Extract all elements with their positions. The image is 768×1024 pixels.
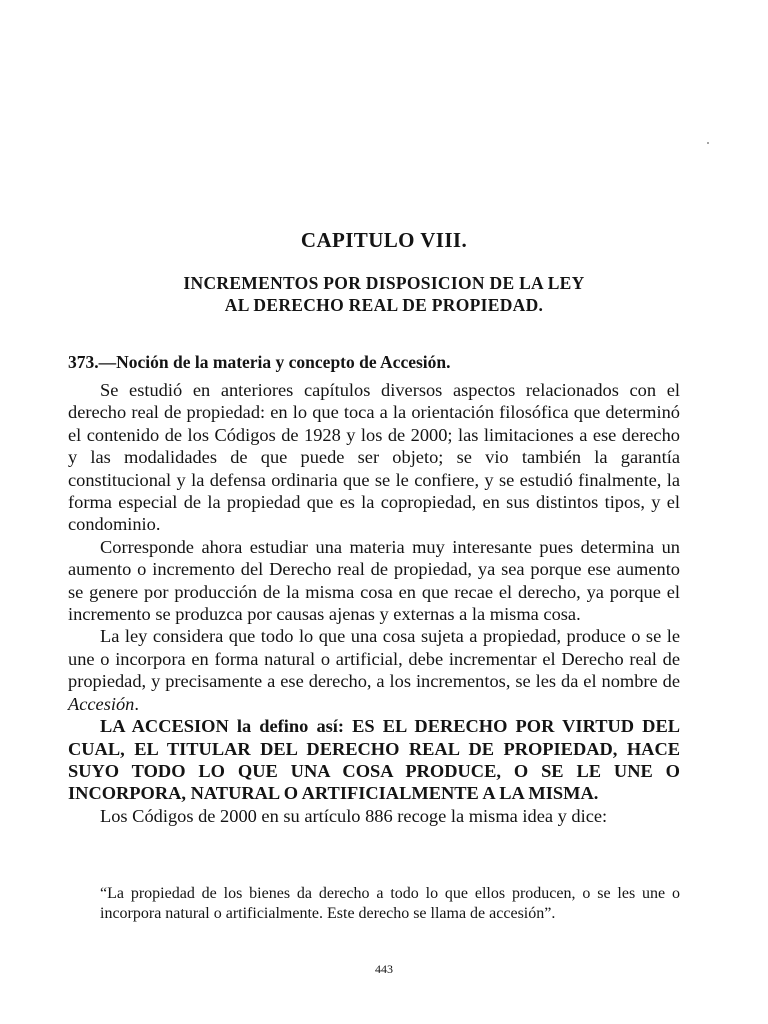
- subtitle-line-1: INCREMENTOS POR DISPOSICION DE LA LEY: [183, 273, 585, 293]
- scan-speck: [707, 142, 709, 144]
- page-number: 443: [375, 962, 393, 976]
- article-quote: [100, 884, 680, 924]
- section-heading: 373.—Noción de la materia y concepto de Accesión.: [68, 352, 451, 372]
- paragraph-2: Corresponde ahora estudiar una materia muy interesante pues determina un aumento o incremento del Derecho real de propiedad, ya sea porque ese aumento se genere por producción de la misma cosa en que recae el derecho, ya porque el incremento se produzca por causas ajenas y externas a la misma cosa.: [68, 536, 680, 625]
- body-text: [68, 379, 680, 827]
- paragraph-3-end: .: [134, 693, 139, 714]
- paragraph-5: Los Códigos de 2000 en su artículo 886 recoge la misma idea y dice:: [100, 805, 608, 826]
- paragraph-3-text: La ley considera que todo lo que una cosa sujeta a propiedad, produce o se le une o incorpora en forma natural o artificial, debe incrementar el Derecho real de propiedad, y precisamente a ese derecho, a los incrementos, se les da el nombre de: [68, 626, 680, 692]
- quote-text: “La propiedad de los bienes da derecho a todo lo que ellos producen, o se les une o incorpora natural o artificialmente. Este derecho se llama de accesión”.: [100, 885, 680, 922]
- subtitle-line-2: AL DERECHO REAL DE PROPIEDAD.: [224, 295, 544, 315]
- accesion-term: Accesión: [68, 693, 135, 714]
- chapter-subtitle: [0, 272, 768, 316]
- definition-paragraph: LA ACCESION la defino así: ES EL DERECHO POR VIRTUD DEL CUAL, EL TITULAR DEL DERECHO REAL DE PROPIEDAD, HACE SUYO TODO LO QUE UNA COSA PRODUCE, O SE LE UNE O INCORPORA, NATURAL O ARTIFICIALMENTE A LA MISMA.: [68, 716, 680, 804]
- chapter-title: CAPITULO VIII.: [300, 228, 468, 252]
- paragraph-1: Se estudió en anteriores capítulos diversos aspectos relacionados con el derecho real de propiedad: en lo que toca a la orientación filosófica que determinó el contenido de los Códigos de 1928 y los de 2000; las limitaciones a ese derecho y las modalidades de que puede ser objeto; se vio también la garantía constitucional y la defensa ordinaria que se le confiere, y se estudió finalmente, la forma especial de la propiedad que es la copropiedad, en sus distintos tipos, y el condominio.: [68, 380, 680, 535]
- paragraph-3: [68, 625, 680, 715]
